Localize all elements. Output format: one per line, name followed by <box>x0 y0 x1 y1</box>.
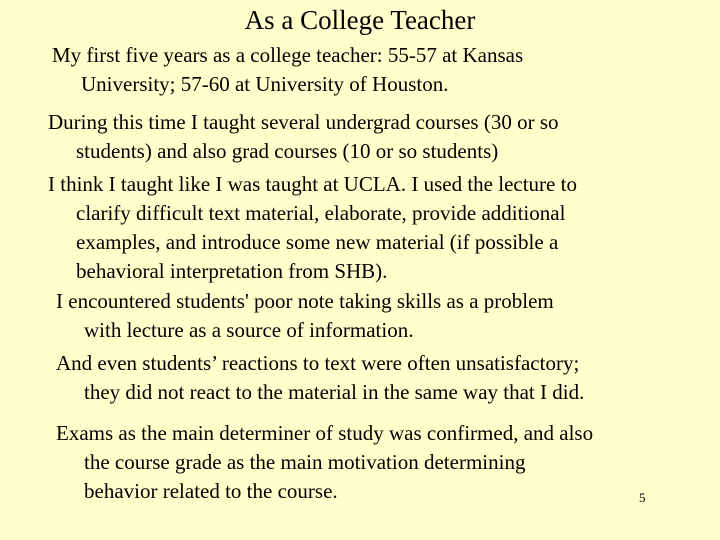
paragraph-line: My first five years as a college teacher: 55-57 at Kansas <box>52 43 524 67</box>
paragraph-line: Exams as the main determiner of study was confirmed, and also <box>56 421 594 445</box>
paragraph-note-taking <box>56 287 554 345</box>
paragraph-line: clarify difficult text material, elaborate, provide additional <box>76 201 566 225</box>
paragraph-line: I encountered students' poor note taking skills as a problem <box>56 289 554 313</box>
paragraph-line: University; 57-60 at University of Houston. <box>81 72 449 96</box>
paragraph-line: with lecture as a source of information. <box>84 318 414 342</box>
paragraph-line: And even students’ reactions to text were often unsatisfactory; <box>56 351 580 375</box>
paragraph-courses <box>48 108 559 166</box>
paragraph-line: behavioral interpretation from SHB). <box>76 259 388 283</box>
paragraph-line: examples, and introduce some new material (if possible a <box>76 230 559 254</box>
page-number: 5 <box>639 490 646 505</box>
slide-title: As a College Teacher <box>244 5 476 35</box>
paragraph-line: I think I taught like I was taught at UCLA. I used the lecture to <box>48 172 577 196</box>
paragraph-line: behavior related to the course. <box>84 479 338 503</box>
paragraph-first-years <box>52 41 523 99</box>
paragraph-teaching-style <box>48 170 577 286</box>
paragraph-line: students) and also grad courses (10 or so students) <box>76 139 499 163</box>
paragraph-exams <box>56 419 593 506</box>
paragraph-line: During this time I taught several undergrad courses (30 or so <box>48 110 559 134</box>
paragraph-student-reactions <box>56 349 584 407</box>
paragraph-line: the course grade as the main motivation determining <box>84 450 526 474</box>
paragraph-line: they did not react to the material in the same way that I did. <box>84 380 585 404</box>
